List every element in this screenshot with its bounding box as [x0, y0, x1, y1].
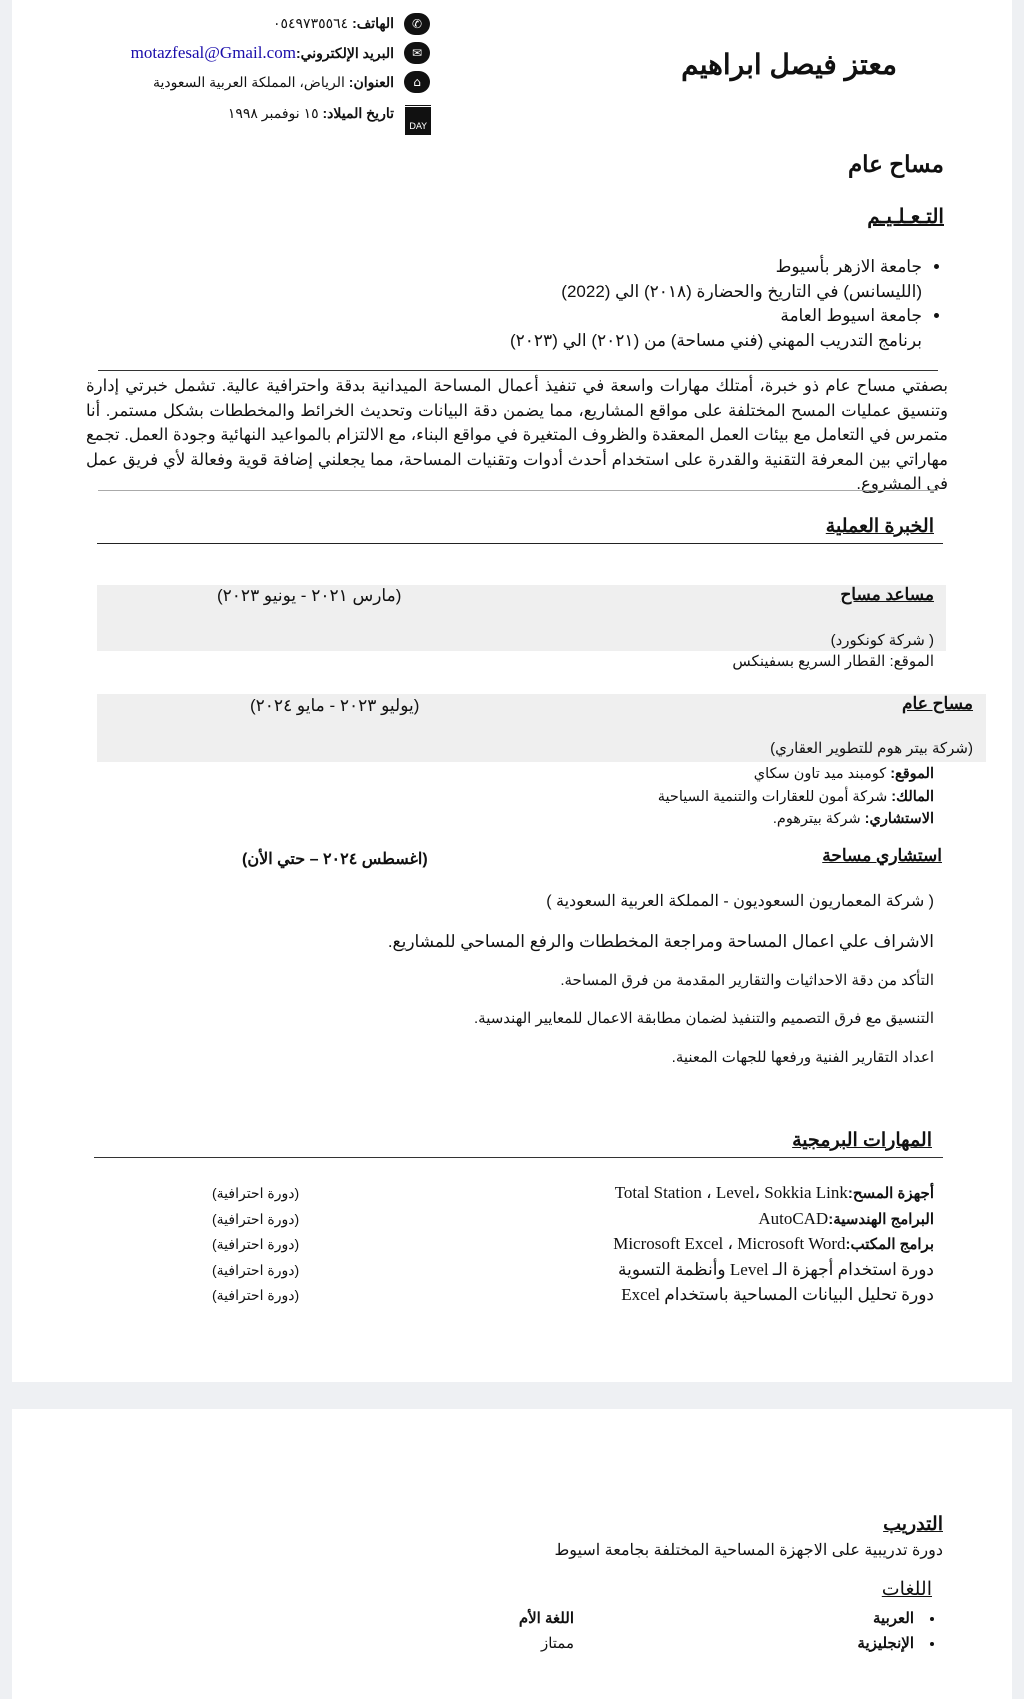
phone-line — [273, 15, 394, 32]
skill-row — [212, 1283, 934, 1308]
dob-line — [228, 105, 394, 122]
skill-label: برامج المكتب: — [845, 1236, 934, 1254]
divider — [97, 543, 943, 544]
divider — [98, 490, 938, 491]
summary-paragraph: بصفتي مساح عام ذو خبرة، أمتلك مهارات واسعة في تنفيذ أعمال المساحة الميدانية بدقة واحترافية عالية. تشمل خبرتي إدارة وتنسيق عمليات المسح المختلفة على مواقع المشاريع، مما يضمن دقة البيانات وتحديث الخرائط والمخططات بشكل مستمر. أنا متمرس في التعامل مع بيئات العمل المعقدة والظروف المتغيرة في مواقع البناء، مع الالتزام بالمواعيد النهائية وجودة العمل. تجمع مهاراتي بين المعرفة التقنية والقدرة على استخدام أحدث أدوات وتقنيات المساحة، مما يجعلني إضافة قوية وفعالة لأي فريق عمل في المشروع. — [86, 377, 948, 493]
job-title: مساح عام — [902, 694, 973, 713]
training-heading: التدريب — [883, 1514, 943, 1535]
language-name: • العربية — [873, 1606, 934, 1631]
email-link[interactable]: motazfesal@Gmail.com — [130, 43, 296, 62]
job-duty: التأكد من دقة الاحداثيات والتقارير المقدمة من فرق المساحة. — [560, 972, 934, 989]
experience-heading: الخبرة العملية — [825, 516, 934, 537]
job-company: (شركة بيتر هوم للتطوير العقاري) — [770, 740, 973, 757]
skill-note: (دورة احترافية) — [212, 1286, 300, 1303]
skill-row — [212, 1232, 934, 1258]
home-icon: ⌂ — [404, 71, 430, 93]
skill-row — [212, 1181, 934, 1207]
candidate-name: معتز فيصل ابراهيم — [681, 49, 897, 80]
email-label: البريد الإلكتروني: — [295, 45, 394, 61]
skill-note: (دورة احترافية) — [212, 1185, 300, 1201]
skill-value: دورة تحليل البيانات المساحية باستخدام Excel — [621, 1284, 934, 1304]
language-row — [514, 1631, 934, 1656]
education-detail: برنامج التدريب المهني (فني مساحة) من (٢٠٢١) الي (٢٠٢٣) — [509, 330, 922, 350]
resume-page-1 — [12, 0, 1012, 1382]
skill-label: أجهزة المسح: — [847, 1185, 934, 1202]
job-title: استشاري مساحة — [822, 846, 942, 865]
divider — [94, 1157, 943, 1158]
job-title: مساعد مساح — [840, 585, 934, 604]
education-list — [510, 255, 944, 353]
job-title: مساح عام — [847, 151, 944, 177]
language-level: ممتاز — [540, 1635, 574, 1652]
address-label: العنوان: — [348, 74, 394, 90]
skill-row — [212, 1207, 934, 1233]
education-school: • جامعة الازهر بأسيوط — [510, 255, 922, 280]
owner-value: شركة أمون للعقارات والتنمية السياحية — [657, 788, 888, 805]
education-detail: (الليسانس) في التاريخ والحضارة (٢٠١٨) الي (2022) — [561, 281, 922, 301]
location-value: كومبند ميد تاون سكاي — [753, 766, 887, 782]
job-duty: الاشراف علي اعمال المساحة ومراجعة المخططات والرفع المساحي للمشاريع. — [387, 932, 934, 951]
envelope-icon: ✉ — [404, 42, 430, 64]
calendar-day-text: DAY — [409, 122, 427, 132]
education-school: • جامعة اسيوط العامة — [510, 304, 922, 329]
phone-value: ٠٥٤٩٧٣٥٥٦٤ — [272, 15, 349, 31]
skill-value: AutoCAD — [758, 1208, 829, 1228]
divider — [98, 370, 938, 371]
skill-value: دورة استخدام أجهزة الـ Level وأنظمة التسوية — [618, 1260, 934, 1280]
job-dates: (اغسطس ٢٠٢٤ – حتي الأن) — [242, 851, 428, 868]
language-name: • الإنجليزية — [857, 1631, 934, 1656]
skill-value: Total Station ، Level، Sokkia Link — [614, 1183, 848, 1202]
job-dates: (يوليو ٢٠٢٣ - مايو ٢٠٢٤) — [250, 696, 420, 715]
job-duty: التنسيق مع فرق التصميم والتنفيذ لضمان مطابقة الاعمال للمعايير الهندسية. — [473, 1010, 934, 1027]
language-row — [514, 1606, 934, 1631]
skill-note: (دورة احترافية) — [212, 1236, 300, 1253]
dob-value: ١٥ نوفمبر ١٩٩٨ — [227, 105, 319, 121]
languages-list — [514, 1606, 934, 1656]
language-level: اللغة الأم — [518, 1610, 574, 1627]
phone-icon: ✆ — [404, 13, 430, 35]
address-value: الرياض، المملكة العربية السعودية — [153, 74, 345, 90]
job-company: ( شركة كونكورد) — [830, 632, 934, 649]
address-line — [153, 74, 394, 91]
dob-label: تاريخ الميلاد: — [322, 105, 394, 121]
job-duty: اعداد التقارير الفنية ورفعها للجهات المعنية. — [671, 1049, 934, 1066]
job-company: ( شركة المعماريون السعوديون - المملكة العربية السعودية ) — [546, 893, 934, 910]
skill-row — [212, 1258, 934, 1283]
calendar-icon — [405, 104, 431, 135]
email-line — [131, 43, 394, 63]
skills-table — [212, 1181, 934, 1308]
consultant-value: شركة بيترهوم. — [772, 811, 861, 827]
skill-note: (دورة احترافية) — [212, 1262, 300, 1279]
owner-label: المالك: — [891, 788, 934, 805]
skill-label: البرامج الهندسية: — [828, 1210, 934, 1228]
languages-heading: اللغات — [881, 1579, 932, 1600]
consultant-label: الاستشاري: — [864, 811, 934, 827]
training-text: دورة تدريبية على الاجهزة المساحية المختلفة بجامعة اسيوط — [554, 1542, 943, 1559]
phone-label: الهاتف: — [352, 15, 394, 31]
job-dates: (مارس ٢٠٢١ - يونيو ٢٠٢٣) — [217, 586, 402, 605]
resume-page-2 — [12, 1409, 1012, 1699]
skill-value: Microsoft Excel ، Microsoft Word — [613, 1234, 846, 1254]
job-location: الموقع: القطار السريع بسفينكس — [732, 653, 934, 670]
skills-heading: المهارات البرمجية — [792, 1130, 932, 1151]
education-heading: التـعـلـيـم — [867, 206, 944, 228]
skill-note: (دورة احترافية) — [212, 1210, 300, 1227]
location-label: الموقع: — [890, 766, 934, 782]
job-details — [658, 763, 934, 831]
